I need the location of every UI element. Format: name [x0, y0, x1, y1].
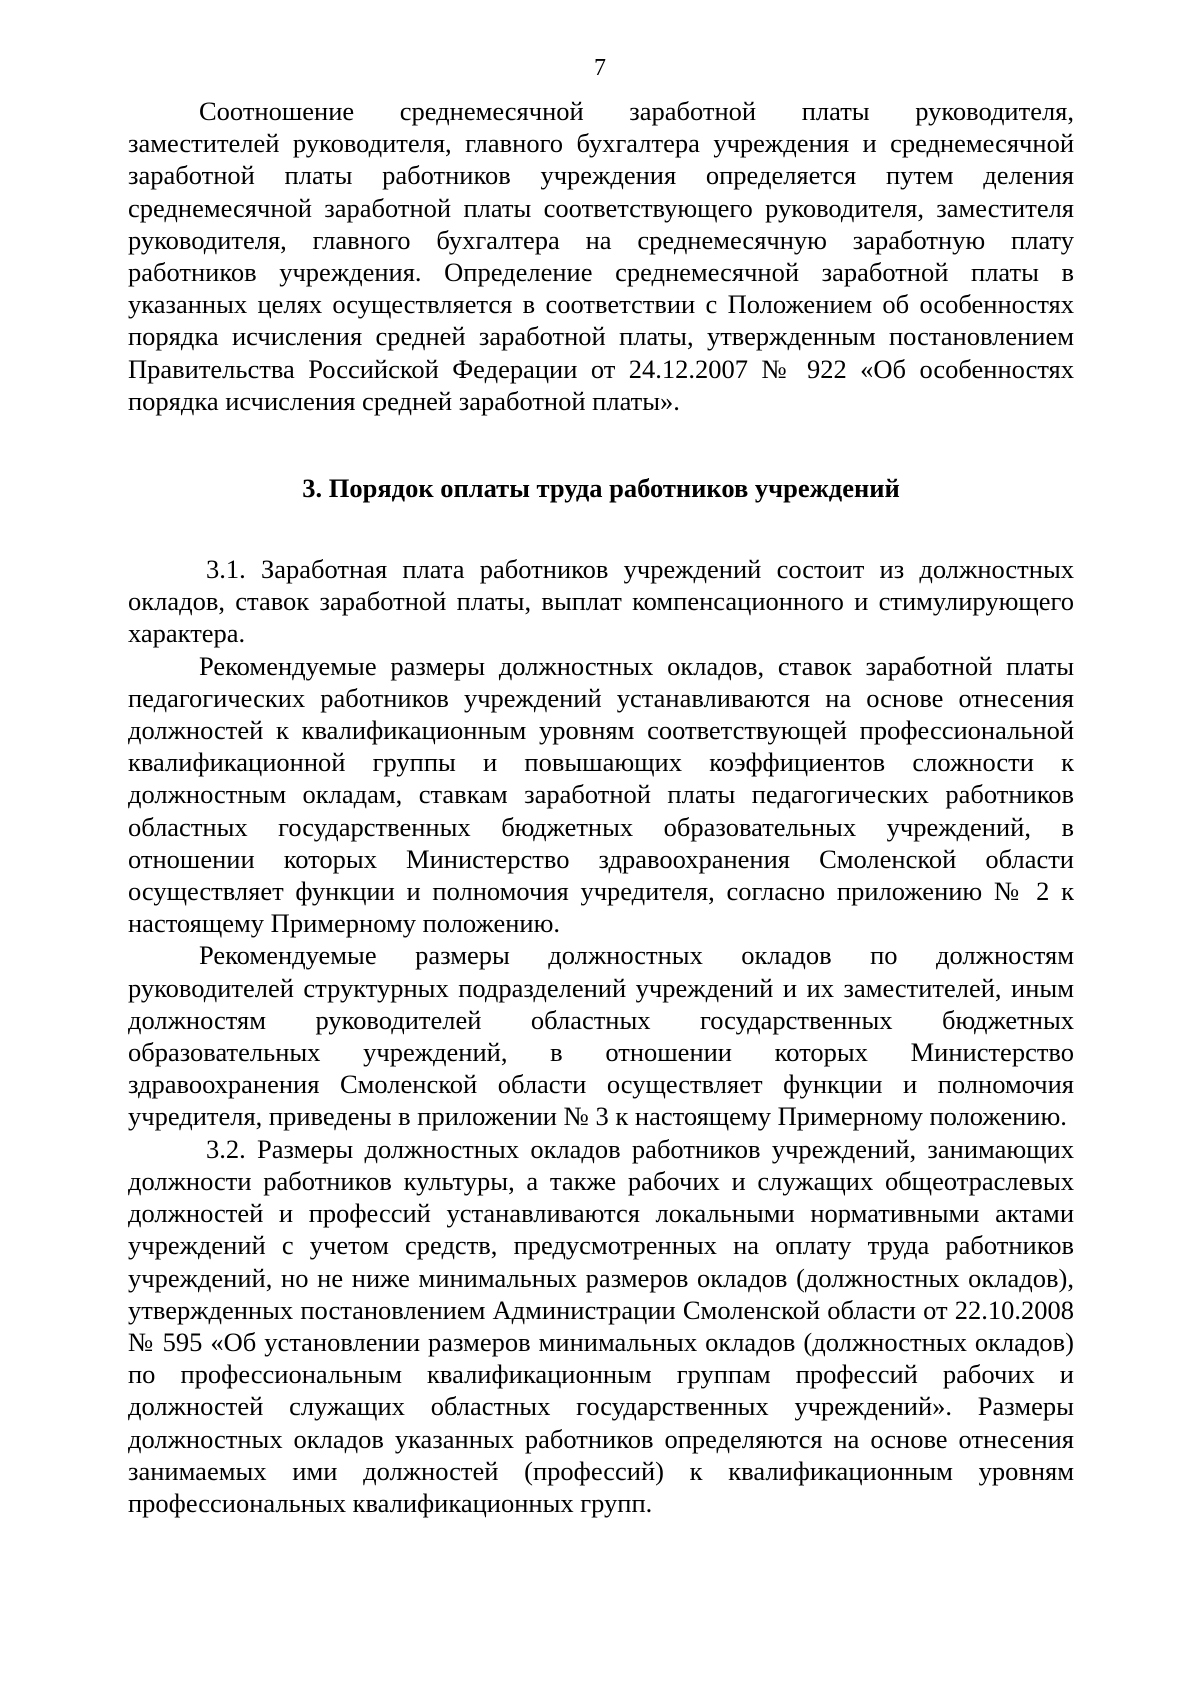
- intro-paragraph: Соотношение среднемесячной заработной платы руководителя, заместителей руководителя, главного бухгалтера учреждения и среднемесячной заработной платы работников учреждения определяется путем деления среднемесячной заработной платы соответствующего руководителя, заместителя руководителя, главного бухгалтера на среднемесячную заработную плату работников учреждения. Определение среднемесячной заработной платы в указанных целях осуществляется в соответствии с Положением об особенностях порядка исчисления средней заработной платы, утвержденным постановлением Правительства Российской Федерации от 24.12.2007 № 922 «Об особенностях порядка исчисления средней заработной платы».: [128, 96, 1074, 416]
- page-number: 7: [594, 55, 606, 81]
- paragraph-pedagogical-salaries: Рекомендуемые размеры должностных окладов, ставок заработной платы педагогических работников учреждений устанавливаются на основе отнесения должностей к квалификационным уровням соответствующей профессиональной квалификационной группы и повышающих коэффициентов сложности к должностным окладам, ставкам заработной платы педагогических работников областных государственных бюджетных образовательных учреждений, в отношении которых Министерство здравоохранения Смоленской области осуществляет функции и полномочия учредителя, согласно приложению № 2 к настоящему Примерному положению.: [128, 650, 1074, 939]
- paragraph-3-2: 3.2. Размеры должностных окладов работников учреждений, занимающих должности работников культуры, а также рабочих и служащих общеотраслевых должностей и профессий устанавливаются локальными нормативными актами учреждений с учетом средств, предусмотренных на оплату труда работников учреждений, но не ниже минимальных размеров окладов (должностных окладов), утвержденных постановлением Администрации Смоленской области от 22.10.2008 № 595 «Об установлении размеров минимальных окладов (должностных окладов) по профессиональным квалификационным группам профессий рабочих и должностей служащих областных государственных учреждений». Размеры должностных окладов указанных работников определяются на основе отнесения занимаемых ими должностей (профессий) к квалификационным уровням профессиональных квалификационных групп.: [128, 1133, 1074, 1518]
- paragraph-managers-salaries: Рекомендуемые размеры должностных окладов по должностям руководителей структурных подразделений учреждений и их заместителей, иным должностям руководителей областных государственных бюджетных образовательных учреждений, в отношении которых Министерство здравоохранения Смоленской области осуществляет функции и полномочия учредителя, приведены в приложении № 3 к настоящему Примерному положению.: [128, 940, 1074, 1132]
- paragraph-3-1: 3.1. Заработная плата работников учреждений состоит из должностных окладов, ставок заработной платы, выплат компенсационного и стимулирующего характера.: [128, 554, 1074, 649]
- section-heading: 3. Порядок оплаты труда работников учреждений: [302, 473, 900, 504]
- document-body: [128, 95, 1074, 1519]
